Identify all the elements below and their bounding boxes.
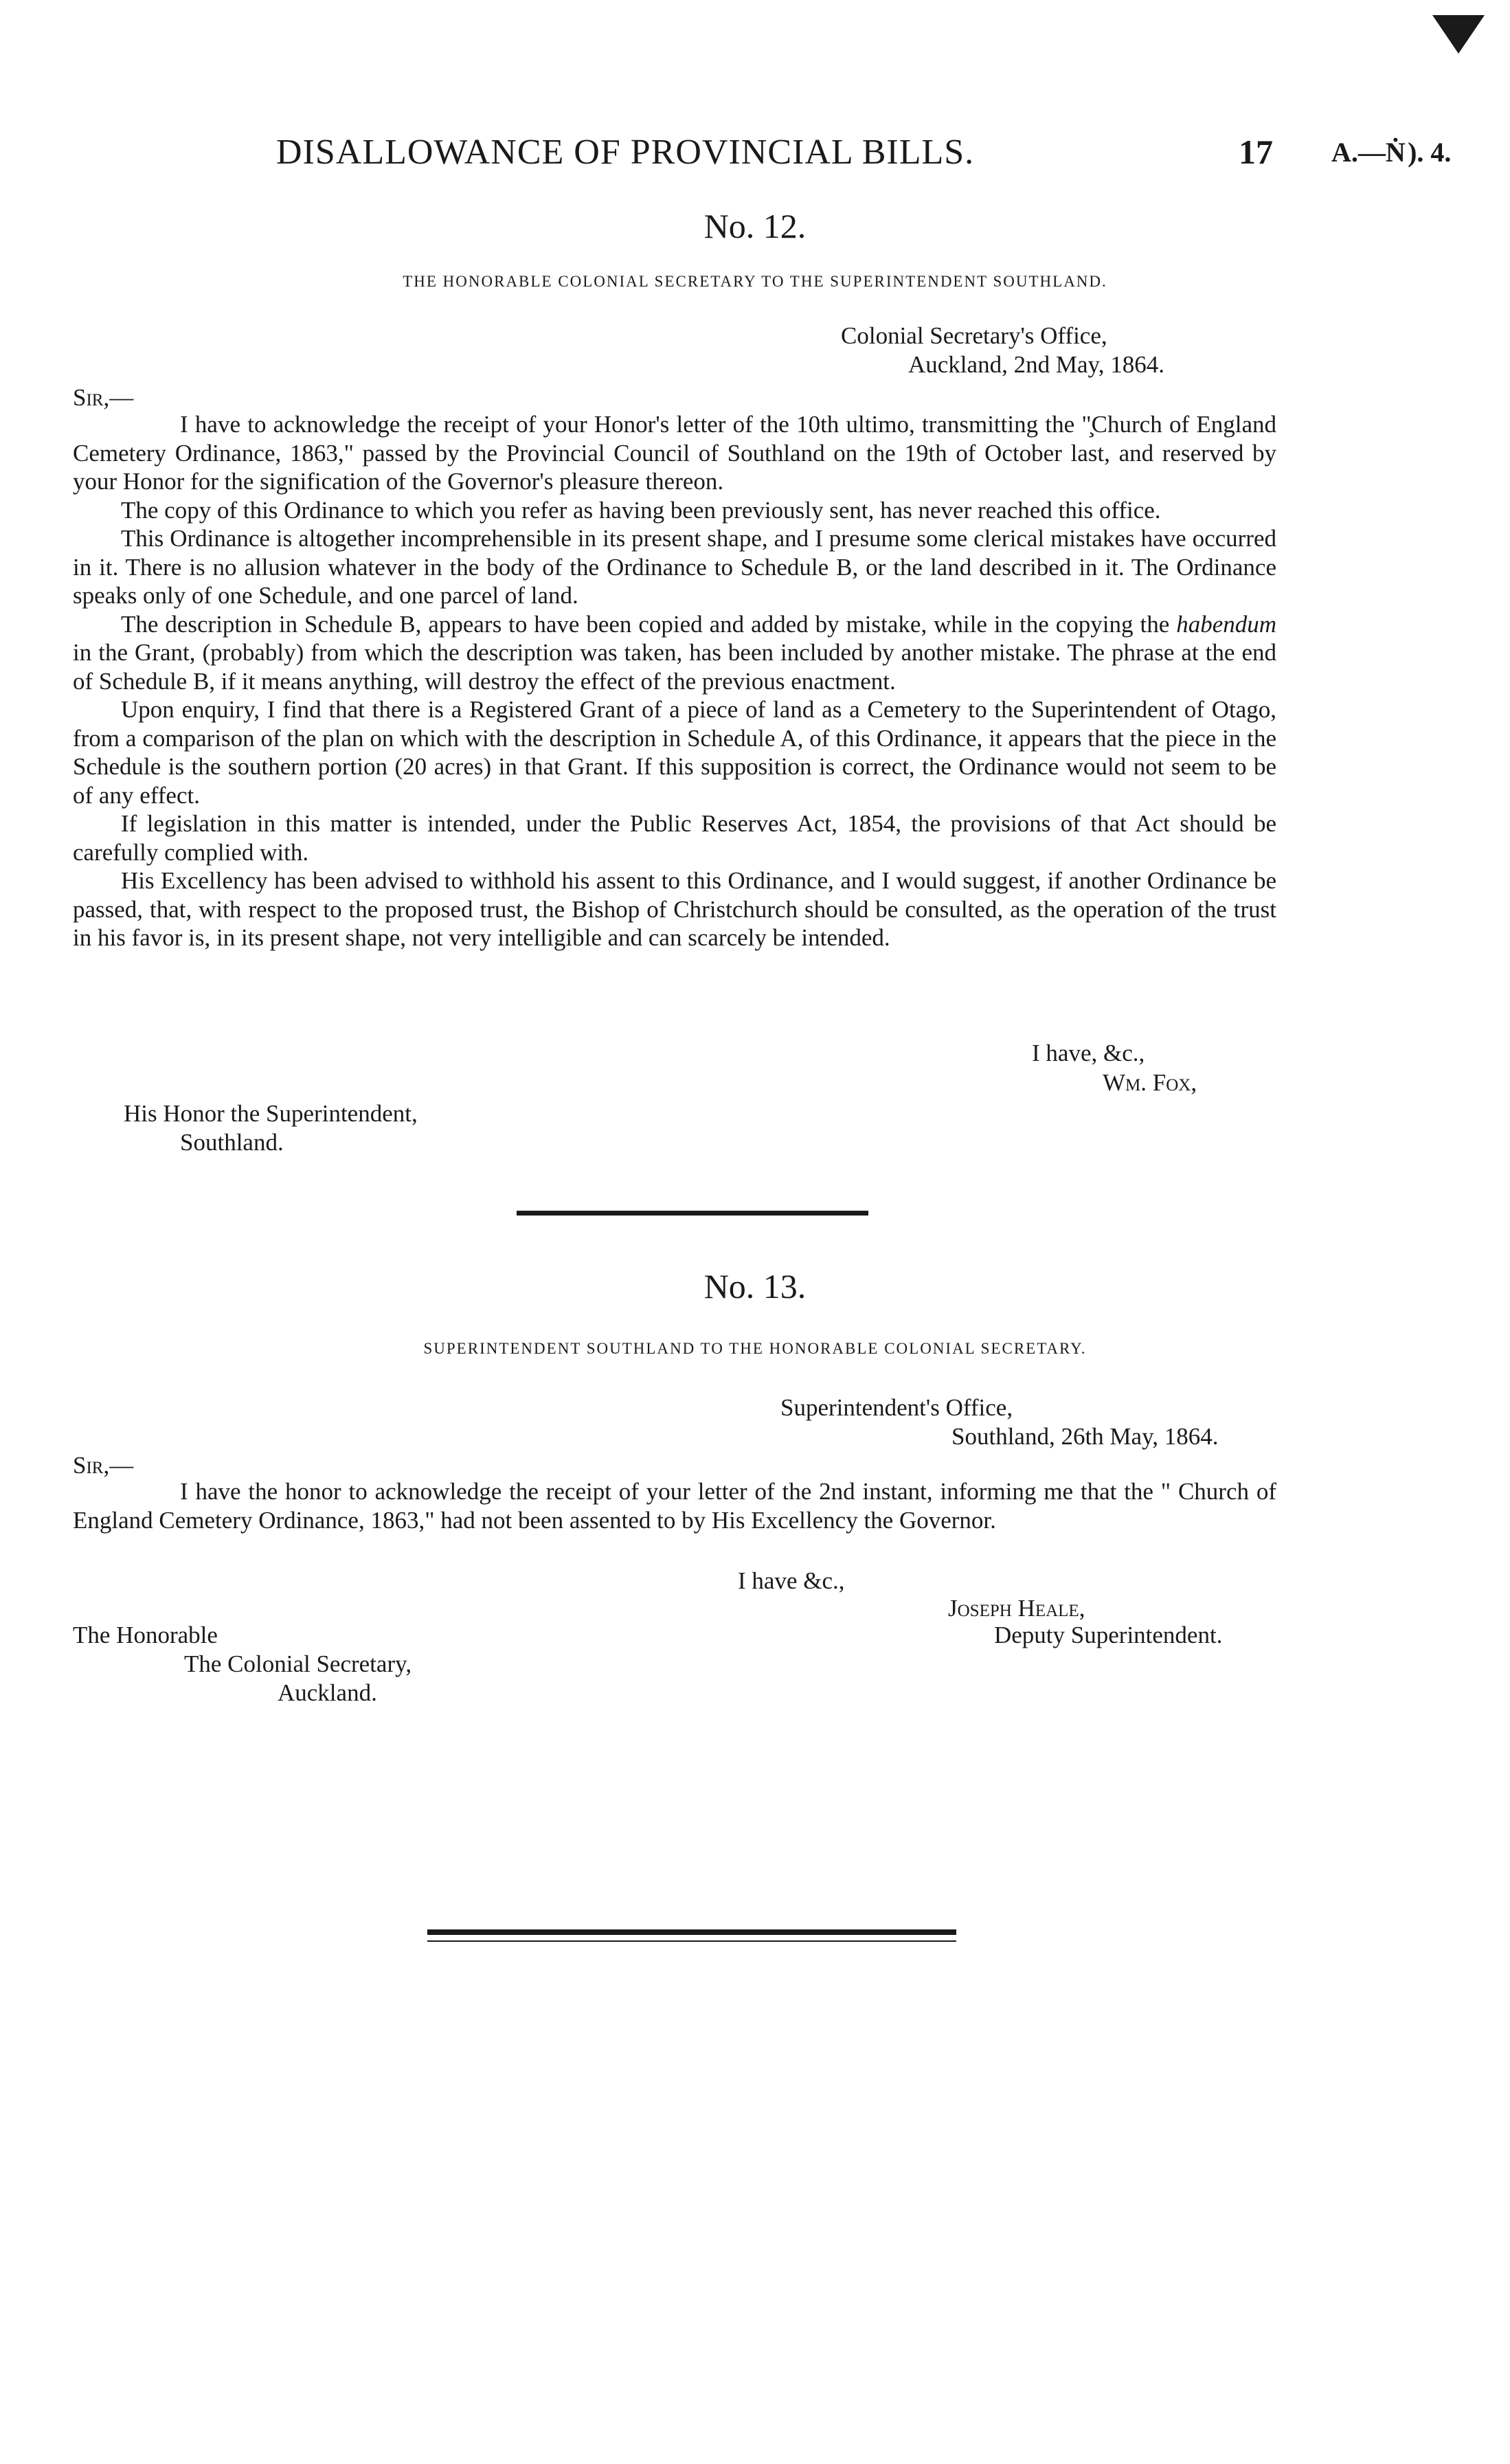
- letter-12-closing: I have, &c.,: [1032, 1040, 1145, 1066]
- letter-12-paragraph-4: [73, 610, 1276, 696]
- letter-12-office: Colonial Secretary's Office,: [841, 322, 1107, 349]
- page-number: 17: [1239, 133, 1273, 171]
- letter-12-paragraph-1: I have to acknowledge the receipt of your Honor's letter of the 10th ultimo, transmitting the "̧Church of England Cemetery Ordinance, 1863," passed by the Provincial Council of Southland on the 19th of October last, and reserved by your Honor for the signification of the Governor's pleasure thereon.: [73, 411, 1276, 495]
- letter-12-paragraph-2: The copy of this Ordinance to which you refer as having been previously sent, has never reached this office.: [121, 496, 1161, 524]
- letter-12-number: No. 12.: [703, 207, 807, 245]
- letter-12-salutation: Sir,—: [73, 384, 134, 411]
- letter-13-office: Superintendent's Office,: [780, 1394, 1013, 1421]
- letter-12-body: [73, 410, 1276, 952]
- corner-scan-mark: [1432, 15, 1485, 54]
- letter-13-addressee-line-1: The Honorable: [73, 1622, 218, 1648]
- letter-13-paragraph: I have the honor to acknowledge the receipt of your letter of the 2nd instant, informing me that the " Church of England Cemetery Ordinance, 1863," had not been assented to by His Excellency the Governor.: [73, 1478, 1276, 1534]
- letter-13-addressee-line-2: The Colonial Secretary,: [184, 1650, 412, 1677]
- letter-13-signature-name: Joseph Heale,: [948, 1595, 1085, 1622]
- letter-13-salutation: Sir,—: [73, 1452, 134, 1479]
- letter-13-subtitle: SUPERINTENDENT SOUTHLAND TO THE HONORABLE COLONIAL SECRETARY.: [423, 1340, 1087, 1357]
- letter-12-paragraph-5: Upon enquiry, I find that there is a Registered Grant of a piece of land as a Cemetery to the Superintendent of Otago, from a comparison of the plan on which with the description in Schedule A, of this Ordinance, it appears that the piece in the Schedule is the southern portion (20 acres) in that Grant. If this supposition is correct, the Ordinance would not seem to be of any effect.: [73, 696, 1276, 809]
- letter-12-addressee-line-1: His Honor the Superintendent,: [124, 1100, 418, 1127]
- letter-13-addressee-line-3: Auckland.: [278, 1679, 377, 1706]
- letter-12-paragraph-6: If legislation in this matter is intended, under the Public Reserves Act, 1854, the provisions of that Act should be carefully complied with.: [73, 810, 1276, 866]
- letter-12-paragraph-3: This Ordinance is altogether incomprehensible in its present shape, and I presume some clerical mistakes have occurred in it. There is no allusion whatever in the body of the Ordinance to Schedule B, or the land described in it. The Ordinance speaks only of one Schedule, and one parcel of land.: [73, 525, 1276, 609]
- habendum-term: habendum: [1176, 610, 1277, 638]
- letter-13-signature-title: Deputy Superintendent.: [994, 1622, 1223, 1648]
- end-rule-thin: [427, 1940, 956, 1942]
- letter-13-number: No. 13.: [703, 1267, 807, 1306]
- letter-12-subtitle: THE HONORABLE COLONIAL SECRETARY TO THE SUPERINTENDENT SOUTHLAND.: [403, 273, 1107, 290]
- letter-13-place-date: Southland, 26th May, 1864.: [951, 1423, 1219, 1450]
- letter-12-paragraph-4-start: The description in Schedule B, appears to have been copied and added by mistake, while in the copying the: [121, 610, 1170, 638]
- paper-reference: A.—Ṅ ). 4.: [1331, 137, 1452, 168]
- letter-12-addressee-line-2: Southland.: [180, 1129, 284, 1156]
- section-divider: [517, 1211, 868, 1216]
- letter-13-closing: I have &c.,: [738, 1567, 845, 1594]
- letter-13-body: [73, 1477, 1276, 1534]
- letter-12-signature: Wm. Fox,: [1103, 1069, 1197, 1096]
- letter-12-paragraph-4-end: in the Grant, (probably) from which the description was taken, has been included by another mistake. The phrase at the end of Schedule B, if it means anything, will destroy the effect of the previous enactment.: [73, 639, 1276, 695]
- end-rule-thick: [427, 1929, 956, 1935]
- running-header-title: DISALLOWANCE OF PROVINCIAL BILLS.: [276, 133, 975, 172]
- letter-12-place-date: Auckland, 2nd May, 1864.: [908, 351, 1164, 378]
- letter-12-paragraph-7: His Excellency has been advised to withhold his assent to this Ordinance, and I would suggest, if another Ordinance be passed, that, with respect to the proposed trust, the Bishop of Christchurch should be consulted, as the operation of the trust in his favor is, in its present shape, not very intelligible and can scarcely be intended.: [73, 867, 1276, 951]
